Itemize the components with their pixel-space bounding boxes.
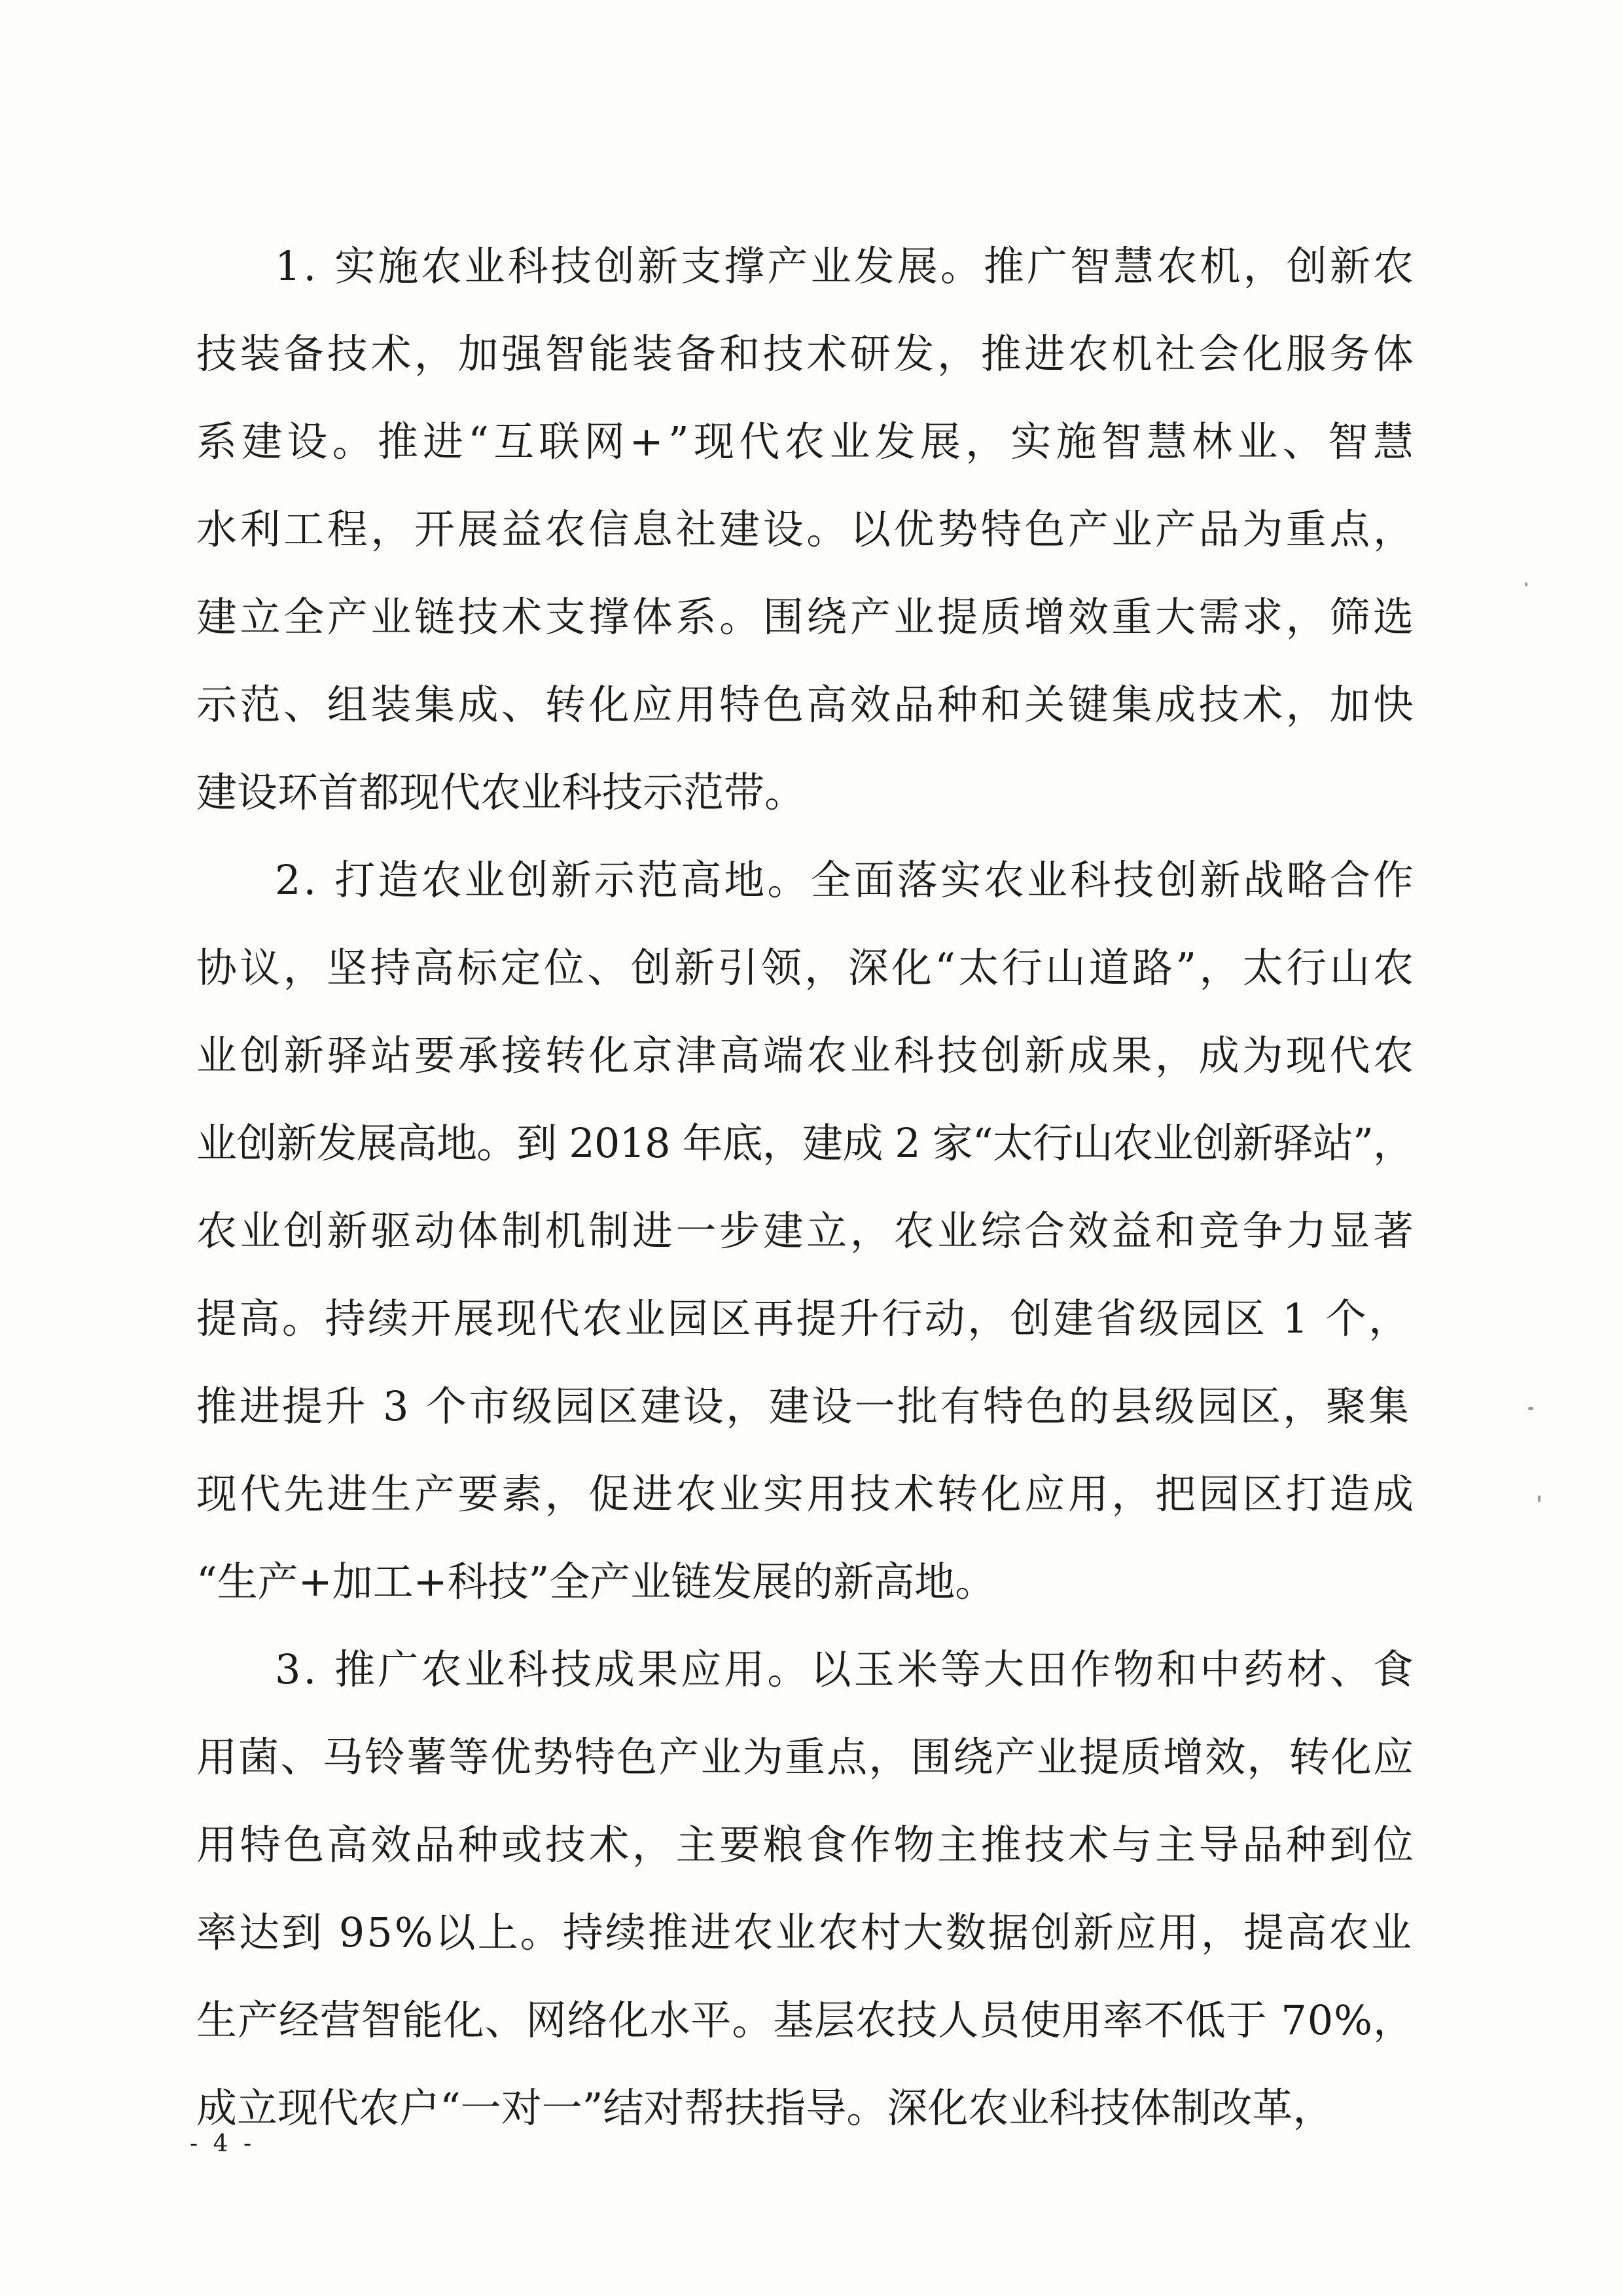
text-line: 系建设。推进“互联网+”现代农业发展，实施智慧林业、智慧 bbox=[196, 418, 1419, 465]
text-line: 生产经营智能化、网络化水平。基层农技人员使用率不低于 70%， bbox=[196, 1996, 1414, 2044]
text-line: 推进提升 3 个市级园区建设，建设一批有特色的县级园区，聚集 bbox=[196, 1382, 1412, 1430]
text-line: 示范、组装集成、转化应用特色高效品种和关键集成技术，加快 bbox=[196, 681, 1417, 728]
scan-speck bbox=[1525, 583, 1527, 586]
text-line: 1. 实施农业科技创新支撑产业发展。推广智慧农机，创新农 bbox=[275, 242, 1417, 290]
text-line: 用菌、马铃薯等优势特色产业为重点，围绕产业提质增效，转化应 bbox=[196, 1733, 1416, 1781]
scan-speck bbox=[1528, 1407, 1533, 1410]
scan-speck bbox=[1538, 1496, 1541, 1502]
text-line: 水利工程，开展益农信息社建设。以优势特色产业产品为重点， bbox=[196, 505, 1417, 553]
text-line: 建立全产业链技术支撑体系。围绕产业提质增效重大需求，筛选 bbox=[196, 593, 1417, 641]
text-line: 建设环首都现代农业科技示范带。 bbox=[196, 768, 806, 816]
text-line: 3. 推广农业科技成果应用。以玉米等大田作物和中药材、食 bbox=[275, 1645, 1417, 1693]
text-line: 用特色高效品种或技术，主要粮食作物主推技术与主导品种到位 bbox=[196, 1821, 1417, 1869]
text-line: 业创新驿站要承接转化京津高端农业科技创新成果，成为现代农 bbox=[196, 1031, 1417, 1079]
text-line: 协议，坚持高标定位、创新引领，深化“太行山道路”，太行山农 bbox=[196, 944, 1417, 992]
text-line: 现代先进生产要素，促进农业实用技术转化应用，把园区打造成 bbox=[196, 1470, 1417, 1518]
text-line: “生产+加工+科技”全产业链发展的新高地。 bbox=[196, 1558, 996, 1605]
text-line: 农业创新驱动体制机制进一步建立，农业综合效益和竞争力显著 bbox=[196, 1207, 1417, 1255]
text-line: 业创新发展高地。到 2018 年底，建成 2 家“太行山农业创新驿站”， bbox=[196, 1119, 1414, 1167]
text-line: 提高。持续开展现代农业园区再提升行动，创建省级园区 1 个， bbox=[196, 1295, 1412, 1342]
text-line: 成立现代农户“一对一”结对帮扶指导。深化农业科技体制改革， bbox=[196, 2084, 1334, 2132]
text-line: 2. 打造农业创新示范高地。全面落实农业科技创新战略合作 bbox=[275, 856, 1417, 904]
page-number: - 4 - bbox=[190, 2130, 256, 2157]
text-line: 率达到 95%以上。持续推进农业农村大数据创新应用，提高农业 bbox=[196, 1909, 1414, 1956]
text-line: 技装备技术，加强智能装备和技术研发，推进农机社会化服务体 bbox=[196, 330, 1417, 378]
